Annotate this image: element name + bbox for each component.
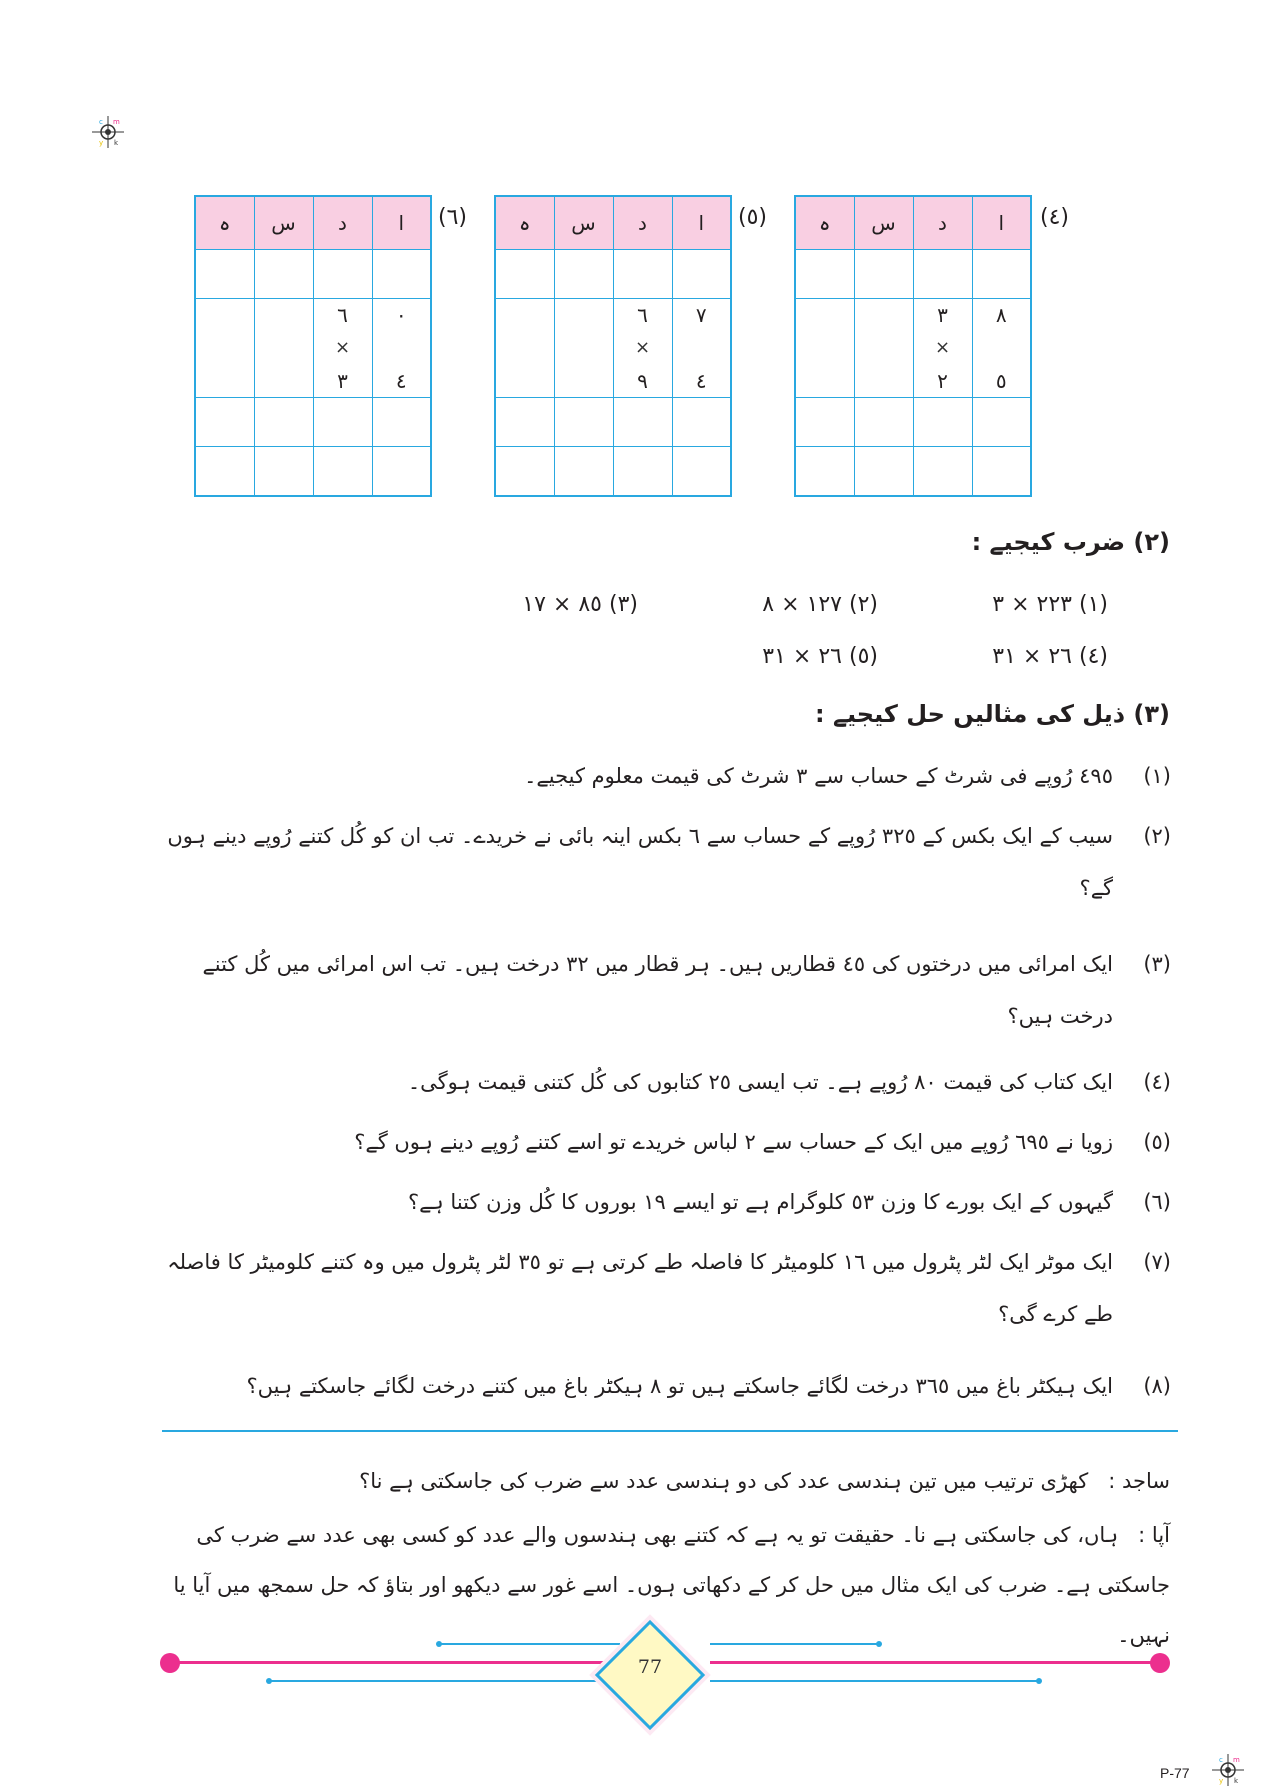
exercise-item: (٣) ٨٥ × ١٧: [522, 592, 638, 617]
place-value-grid: [194, 195, 432, 497]
question-text: ایک امرائی میں درختوں کی ٤٥ قطاریں ہیں۔ ہر قطار میں ٣٢ درخت ہیں۔ تب اس امرائی میں کُل کتنے درخت ہیں؟: [202, 952, 1113, 1028]
grid-header: ہ: [195, 196, 254, 250]
grid-digit: ٨: [995, 303, 1007, 327]
multiply-sign: ×: [634, 337, 651, 358]
grid-header: د: [613, 196, 672, 250]
ornament-line: [710, 1643, 880, 1645]
grid-digit: ٤: [695, 369, 707, 393]
svg-text:y: y: [99, 139, 104, 147]
word-problem: [160, 1176, 1171, 1228]
svg-text:k: k: [1234, 1777, 1239, 1785]
ornament-dot: [1036, 1678, 1042, 1684]
dialogue-text: کھڑی ترتیب میں تین ہندسی عدد کی دو ہندسی عدد سے ضرب کی جاسکتی ہے نا؟: [359, 1469, 1089, 1493]
grid-header: ہ: [495, 196, 554, 250]
grid-digit: ٦: [337, 303, 348, 327]
word-problem: [160, 1360, 1171, 1412]
multiply-sign: ×: [334, 337, 351, 358]
grid-digit: ٤: [395, 369, 407, 393]
grid-digit: ٢: [937, 369, 948, 393]
word-problem: [160, 750, 1171, 802]
question-number: (٢): [1143, 824, 1171, 848]
word-problem: [160, 1236, 1171, 1340]
word-problem: [160, 1056, 1171, 1108]
grid-header: ا: [672, 196, 731, 250]
grid-header: ہ: [795, 196, 854, 250]
page-number: 77: [637, 1656, 663, 1678]
svg-text:c: c: [1219, 1756, 1223, 1764]
dialogue-text: ہاں، کی جاسکتی ہے نا۔ حقیقت تو یہ ہے کہ کتنے بھی ہندسوں والے عدد کو کسی بھی عدد سے ضرب کی جاسکتی ہے۔ ضرب کی ایک مثال میں حل کر کے دکھاتی ہوں۔ اسے غور سے دیکھو اور بتاؤ کہ حل سمجھ میں آیا یا نہیں۔: [173, 1523, 1170, 1647]
place-value-grid: [794, 195, 1032, 497]
question-text: ایک موٹر ایک لٹر پٹرول میں ١٦ کلومیٹر کا فاصلہ طے کرتی ہے تو ٣٥ لٹر پٹرول میں وہ کتنے کلومیٹر کا فاصلہ طے کرے گی؟: [167, 1250, 1113, 1326]
question-number: (٦): [1143, 1190, 1171, 1214]
ornament-dot: [266, 1678, 272, 1684]
grid-header: د: [313, 196, 372, 250]
question-number: (٧): [1143, 1250, 1171, 1274]
question-number: (٥): [1143, 1130, 1171, 1154]
svg-text:m: m: [1233, 1756, 1240, 1764]
grid-digit: ٣: [337, 369, 348, 393]
grid-header: س: [554, 196, 613, 250]
question-text: ایک ہیکٹر باغ میں ٣٦٥ درخت لگائے جاسکتے ہیں تو ٨ ہیکٹر باغ میں کتنے درخت لگائے جاسکتے ہیں؟: [246, 1374, 1113, 1398]
question-text: ایک کتاب کی قیمت ٨٠ رُوپے ہے۔ تب ایسی ٢٥ کتابوں کی کُل کتنی قیمت ہوگی۔: [407, 1070, 1113, 1094]
grid-digit: ٠: [395, 303, 407, 327]
question-text: سیب کے ایک بکس کے ٣٢٥ رُوپے کے حساب سے ٦ بکس اینہ بائی نے خریدے۔ تب ان کو کُل کتنے رُوپے دینے ہوں گے؟: [167, 824, 1113, 900]
ornament-line: [440, 1643, 620, 1645]
ornament-dot: [160, 1653, 180, 1673]
question-text: گیہوں کے ایک بورے کا وزن ٥٣ کلوگرام ہے تو ایسے ١٩ بوروں کا کُل وزن کتنا ہے؟: [407, 1190, 1113, 1214]
grid-header: س: [254, 196, 313, 250]
ornament-line: [710, 1661, 1152, 1664]
section-heading: (٢) ضرب کیجیے :: [971, 528, 1170, 556]
svg-text:m: m: [113, 118, 120, 126]
registration-mark-icon: [1208, 1750, 1248, 1790]
question-number: (٣): [1143, 952, 1171, 976]
exercise-item: (٥) ٢٦ × ٣١: [762, 644, 878, 669]
grid-label: (٥): [738, 205, 768, 230]
grid-digit: ٦: [637, 303, 648, 327]
grid-label: (٤): [1040, 205, 1070, 230]
question-number: (١): [1143, 764, 1171, 788]
ornament-line: [270, 1680, 620, 1682]
grid-digit: ٧: [695, 303, 707, 327]
ornament-dot: [876, 1641, 882, 1647]
multiply-sign: ×: [934, 337, 951, 358]
section-heading: (٣) ذیل کی مثالیں حل کیجیے :: [814, 700, 1170, 728]
page-code: P-77: [1160, 1765, 1190, 1781]
question-number: (٤): [1143, 1070, 1171, 1094]
word-problem: [160, 938, 1171, 1042]
exercise-item: (١) ٢٢٣ × ٣: [992, 592, 1108, 617]
registration-mark-icon: [88, 112, 128, 152]
place-value-grid: [494, 195, 732, 497]
question-number: (٨): [1143, 1374, 1171, 1398]
exercise-item: (٤) ٢٦ × ٣١: [992, 644, 1108, 669]
word-problem: [160, 1116, 1171, 1168]
grid-label: (٦): [438, 205, 468, 230]
svg-text:c: c: [99, 118, 103, 126]
grid-header: د: [913, 196, 972, 250]
exercise-item: (٢) ١٢٧ × ٨: [762, 592, 878, 617]
grid-header: ا: [372, 196, 431, 250]
grid-digit: ٣: [937, 303, 948, 327]
svg-text:y: y: [1219, 1777, 1224, 1785]
grid-header: ا: [972, 196, 1031, 250]
section-divider: [162, 1430, 1178, 1432]
ornament-line: [710, 1680, 1040, 1682]
speaker-name: ساجد :: [1108, 1469, 1170, 1493]
question-text: ٤٩٥ رُوپے فی شرٹ کے حساب سے ٣ شرٹ کی قیمت معلوم کیجیے۔: [524, 764, 1113, 788]
dialogue-line: [160, 1456, 1170, 1506]
ornament-line: [178, 1661, 618, 1664]
grid-digit: ٩: [637, 369, 648, 393]
grid-header: س: [854, 196, 913, 250]
svg-text:k: k: [114, 139, 119, 147]
word-problem: [160, 810, 1171, 914]
question-text: زویا نے ٦٩٥ رُوپے میں ایک کے حساب سے ٢ لباس خریدے تو اسے کتنے رُوپے دینے ہوں گے؟: [354, 1130, 1113, 1154]
grid-digit: ٥: [995, 369, 1007, 393]
ornament-dot: [1150, 1653, 1170, 1673]
speaker-name: آپا :: [1138, 1523, 1170, 1547]
ornament-dot: [436, 1641, 442, 1647]
